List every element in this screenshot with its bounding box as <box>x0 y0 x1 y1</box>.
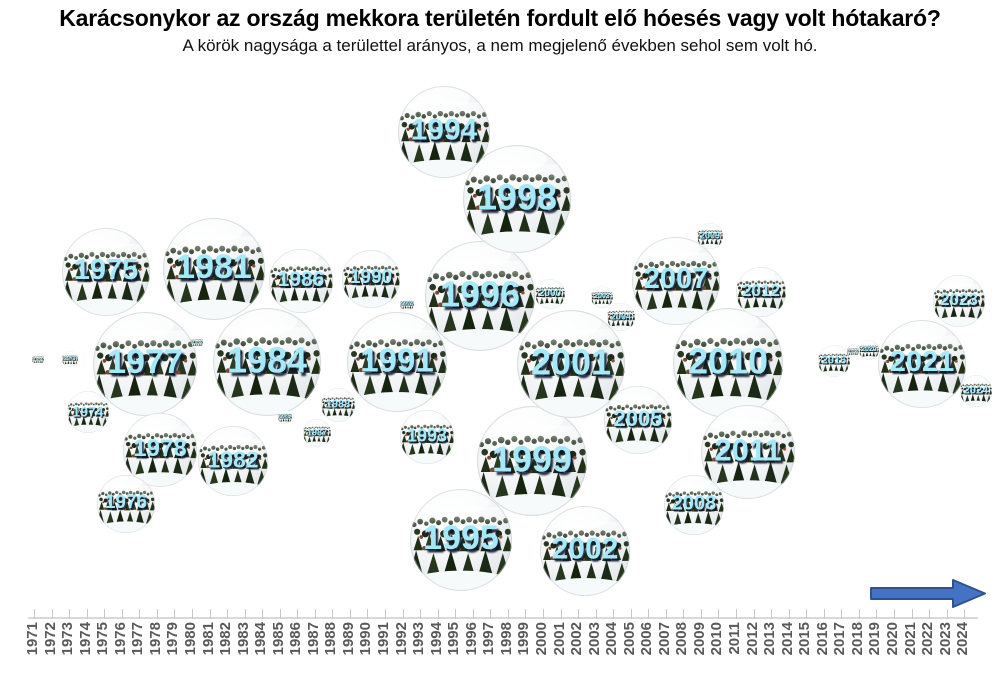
bubble-year-label: 2024 <box>963 384 989 397</box>
axis-label-2023: 2023 <box>936 622 954 656</box>
bubble-2021 <box>878 320 966 408</box>
bubble-year-label: 1982 <box>207 446 259 473</box>
axis-tick-2011 <box>736 609 737 619</box>
axis-tick-2016 <box>824 609 825 619</box>
axis-tick-2001 <box>561 609 562 619</box>
axis-tick-2010 <box>718 609 719 619</box>
bubble-1986 <box>269 249 333 313</box>
bubble-2008 <box>664 475 724 535</box>
axis-label-2019: 2019 <box>866 622 884 656</box>
axis-label-2016: 2016 <box>813 622 831 656</box>
axis-tick-1978 <box>157 609 158 619</box>
bubble-2023 <box>933 275 985 327</box>
axis-label-1994: 1994 <box>427 622 445 656</box>
bubble-year-label: 2020 <box>861 346 877 354</box>
axis-label-2014: 2014 <box>778 622 796 656</box>
axis-label-1973: 1973 <box>59 622 77 656</box>
axis-tick-2002 <box>578 609 579 619</box>
axis-tick-1992 <box>403 609 404 619</box>
bubble-2016 <box>818 345 850 377</box>
axis-tick-1984 <box>262 609 263 619</box>
axis-label-1989: 1989 <box>339 622 357 656</box>
axis-label-1971: 1971 <box>24 622 41 656</box>
axis-label-2007: 2007 <box>655 622 673 656</box>
bubble-1984 <box>213 308 321 416</box>
axis-label-1984: 1984 <box>252 622 270 656</box>
axis-label-2015: 2015 <box>796 622 814 656</box>
axis-tick-2023 <box>947 609 948 619</box>
bubble-1973 <box>62 351 78 367</box>
bubble-year-label: 2010 <box>687 340 769 382</box>
bubble-year-label: 2005 <box>613 405 663 431</box>
axis-tick-1977 <box>139 609 140 619</box>
bubble-year-label: 1998 <box>476 176 558 218</box>
axis-tick-2006 <box>648 609 649 619</box>
axis-label-1974: 1974 <box>76 622 94 656</box>
axis-tick-1993 <box>420 609 421 619</box>
axis-label-2009: 2009 <box>690 622 708 656</box>
axis-label-1992: 1992 <box>392 622 410 656</box>
axis-tick-1980 <box>192 609 193 619</box>
bubble-year-label: 1988 <box>325 398 351 411</box>
bubble-1982 <box>198 426 268 496</box>
bubble-2012 <box>736 267 786 317</box>
axis-label-1979: 1979 <box>164 622 182 656</box>
axis-label-1995: 1995 <box>445 622 463 656</box>
bubble-year-label: 1987 <box>306 427 328 438</box>
axis-tick-1983 <box>245 609 246 619</box>
axis-tick-2013 <box>771 609 772 619</box>
axis-tick-1994 <box>438 609 439 619</box>
bubble-1994 <box>398 86 490 178</box>
axis-label-2006: 2006 <box>638 622 656 656</box>
bubble-2002 <box>540 506 630 596</box>
axis-label-2012: 2012 <box>743 622 761 656</box>
bubble-year-label: 1991 <box>360 341 434 379</box>
bubble-year-label: 1994 <box>410 113 478 147</box>
axis-tick-1998 <box>508 609 509 619</box>
bubble-year-label: 1981 <box>176 247 252 286</box>
bubble-year-label: 1996 <box>439 273 521 315</box>
bubble-year-label: 1974 <box>72 403 104 420</box>
bubble-1976 <box>97 475 155 533</box>
bubble-year-label: 1986 <box>277 268 325 292</box>
bubble-1974 <box>67 391 109 433</box>
axis-tick-1986 <box>297 609 298 619</box>
axis-label-2011: 2011 <box>726 622 743 655</box>
axis-tick-1971 <box>34 609 35 619</box>
axis-tick-2017 <box>841 609 842 619</box>
axis-tick-2004 <box>613 609 614 619</box>
axis-tick-1981 <box>210 609 211 619</box>
axis-tick-1990 <box>367 609 368 619</box>
axis-tick-2024 <box>964 609 965 619</box>
bubble-year-label: 2001 <box>530 341 612 383</box>
axis-label-1978: 1978 <box>146 622 164 656</box>
bubble-year-label: 2002 <box>551 532 619 566</box>
axis-tick-1973 <box>69 609 70 619</box>
axis-label-1999: 1999 <box>515 622 533 656</box>
x-axis-line <box>28 617 978 619</box>
axis-tick-1997 <box>490 609 491 619</box>
axis-label-2002: 2002 <box>568 622 586 656</box>
axis-label-1972: 1972 <box>41 622 59 656</box>
axis-label-2003: 2003 <box>585 622 603 656</box>
bubble-1987 <box>303 419 331 447</box>
bubble-year-label: 1979 <box>192 339 202 345</box>
axis-label-1997: 1997 <box>480 622 498 656</box>
axis-tick-2008 <box>683 609 684 619</box>
bubble-1990 <box>342 250 400 308</box>
bubble-year-label: 2003 <box>594 293 610 301</box>
axis-label-1980: 1980 <box>181 622 199 656</box>
bubble-1991 <box>347 312 447 412</box>
bubble-year-label: 1995 <box>423 518 499 557</box>
bubble-year-label: 2021 <box>889 346 955 379</box>
bubble-year-label: 1976 <box>104 492 148 514</box>
axis-label-2010: 2010 <box>708 622 726 656</box>
axis-tick-2012 <box>754 609 755 619</box>
axis-label-1998: 1998 <box>497 622 515 656</box>
bubble-year-label: 1977 <box>107 342 183 381</box>
bubble-year-label: 1993 <box>406 425 448 446</box>
axis-tick-1974 <box>87 609 88 619</box>
bubble-1972 <box>32 353 44 365</box>
bubble-2000 <box>535 279 565 309</box>
axis-tick-2021 <box>912 609 913 619</box>
axis-tick-1972 <box>52 609 53 619</box>
chart-title: Karácsonykor az ország mekkora területén fordult elő hóesés vagy volt hótakaró? <box>59 5 941 31</box>
bubble-year-label: 2011 <box>714 432 782 468</box>
axis-label-1977: 1977 <box>129 622 147 656</box>
axis-tick-2000 <box>543 609 544 619</box>
axis-label-1988: 1988 <box>322 622 340 656</box>
bubble-2007 <box>632 237 720 325</box>
axis-label-2008: 2008 <box>673 622 691 656</box>
axis-label-1983: 1983 <box>234 622 252 656</box>
bubble-year-label: 2000 <box>538 288 562 300</box>
bubble-year-label: 2009 <box>699 230 721 241</box>
axis-tick-2007 <box>666 609 667 619</box>
bubble-1992 <box>400 297 414 311</box>
axis-tick-2005 <box>631 609 632 619</box>
bubble-1995 <box>410 489 512 591</box>
bubble-year-label: 1990 <box>349 267 393 289</box>
axis-label-2001: 2001 <box>550 622 568 656</box>
bubble-1988 <box>321 388 355 422</box>
axis-label-1996: 1996 <box>462 622 480 656</box>
axis-tick-2020 <box>894 609 895 619</box>
axis-tick-1991 <box>385 609 386 619</box>
axis-label-1981: 1981 <box>199 622 217 656</box>
axis-label-2013: 2013 <box>761 622 779 656</box>
bubble-2009 <box>697 223 723 249</box>
bubble-1979 <box>191 336 203 348</box>
axis-label-1975: 1975 <box>94 622 112 656</box>
axis-label-2024: 2024 <box>954 622 972 656</box>
axis-tick-1995 <box>455 609 456 619</box>
bubble-2018 <box>847 345 859 357</box>
axis-tick-2018 <box>859 609 860 619</box>
bubble-year-label: 1973 <box>64 355 76 362</box>
axis-tick-2015 <box>806 609 807 619</box>
bubble-year-label: 2012 <box>742 281 780 301</box>
bubble-2003 <box>591 286 613 308</box>
bubble-year-label: 2016 <box>821 354 847 367</box>
bubble-2005 <box>604 386 672 454</box>
axis-tick-1975 <box>104 609 105 619</box>
axis-label-1982: 1982 <box>217 622 235 656</box>
axis-tick-1999 <box>525 609 526 619</box>
axis-tick-1987 <box>315 609 316 619</box>
bubble-year-label: 2007 <box>643 263 709 296</box>
bubble-year-label: 1975 <box>73 254 139 287</box>
axis-label-2004: 2004 <box>603 622 621 656</box>
axis-tick-1989 <box>350 609 351 619</box>
bubble-1985 <box>278 410 292 424</box>
axis-tick-1976 <box>122 609 123 619</box>
bubble-year-label: 1992 <box>401 300 413 307</box>
axis-label-1991: 1991 <box>375 622 392 656</box>
bubble-year-label: 2023 <box>940 290 978 310</box>
axis-label-2018: 2018 <box>848 622 866 656</box>
axis-tick-1979 <box>174 609 175 619</box>
axis-tick-2003 <box>596 609 597 619</box>
axis-label-2022: 2022 <box>919 622 937 656</box>
bubble-year-label: 1985 <box>279 413 291 420</box>
bubble-year-label: 1984 <box>226 339 308 381</box>
axis-label-2000: 2000 <box>532 622 550 656</box>
bubble-year-label: 1978 <box>133 434 187 462</box>
axis-label-1986: 1986 <box>287 622 305 656</box>
axis-tick-1988 <box>332 609 333 619</box>
bubble-1981 <box>163 218 265 320</box>
bubble-1975 <box>62 228 150 316</box>
bubble-year-label: 2008 <box>671 492 717 515</box>
chart-subtitle: A körök nagysága a területtel arányos, a nem megjelenő években sehol sem volt hó. <box>182 36 818 55</box>
axis-label-1993: 1993 <box>410 622 428 656</box>
bubble-2020 <box>859 340 879 360</box>
bubble-year-label: 2004 <box>610 311 632 322</box>
bubble-year-label: 1972 <box>33 356 43 362</box>
axis-tick-1985 <box>280 609 281 619</box>
axis-tick-2019 <box>876 609 877 619</box>
axis-tick-2009 <box>701 609 702 619</box>
axis-tick-2014 <box>789 609 790 619</box>
axis-label-1976: 1976 <box>111 622 129 656</box>
axis-label-2021: 2021 <box>901 622 919 656</box>
axis-tick-1982 <box>227 609 228 619</box>
axis-label-2017: 2017 <box>831 622 849 656</box>
bubble-year-label: 2018 <box>848 348 858 354</box>
axis-tick-1996 <box>473 609 474 619</box>
axis-label-1987: 1987 <box>304 622 322 656</box>
bubble-2024 <box>960 375 992 407</box>
axis-label-1990: 1990 <box>357 622 375 656</box>
axis-label-2020: 2020 <box>883 622 901 656</box>
bubble-year-label: 1999 <box>491 438 573 480</box>
axis-label-2005: 2005 <box>620 622 638 656</box>
axis-label-1985: 1985 <box>269 622 287 656</box>
axis-tick-2022 <box>929 609 930 619</box>
bubble-1993 <box>400 410 454 464</box>
